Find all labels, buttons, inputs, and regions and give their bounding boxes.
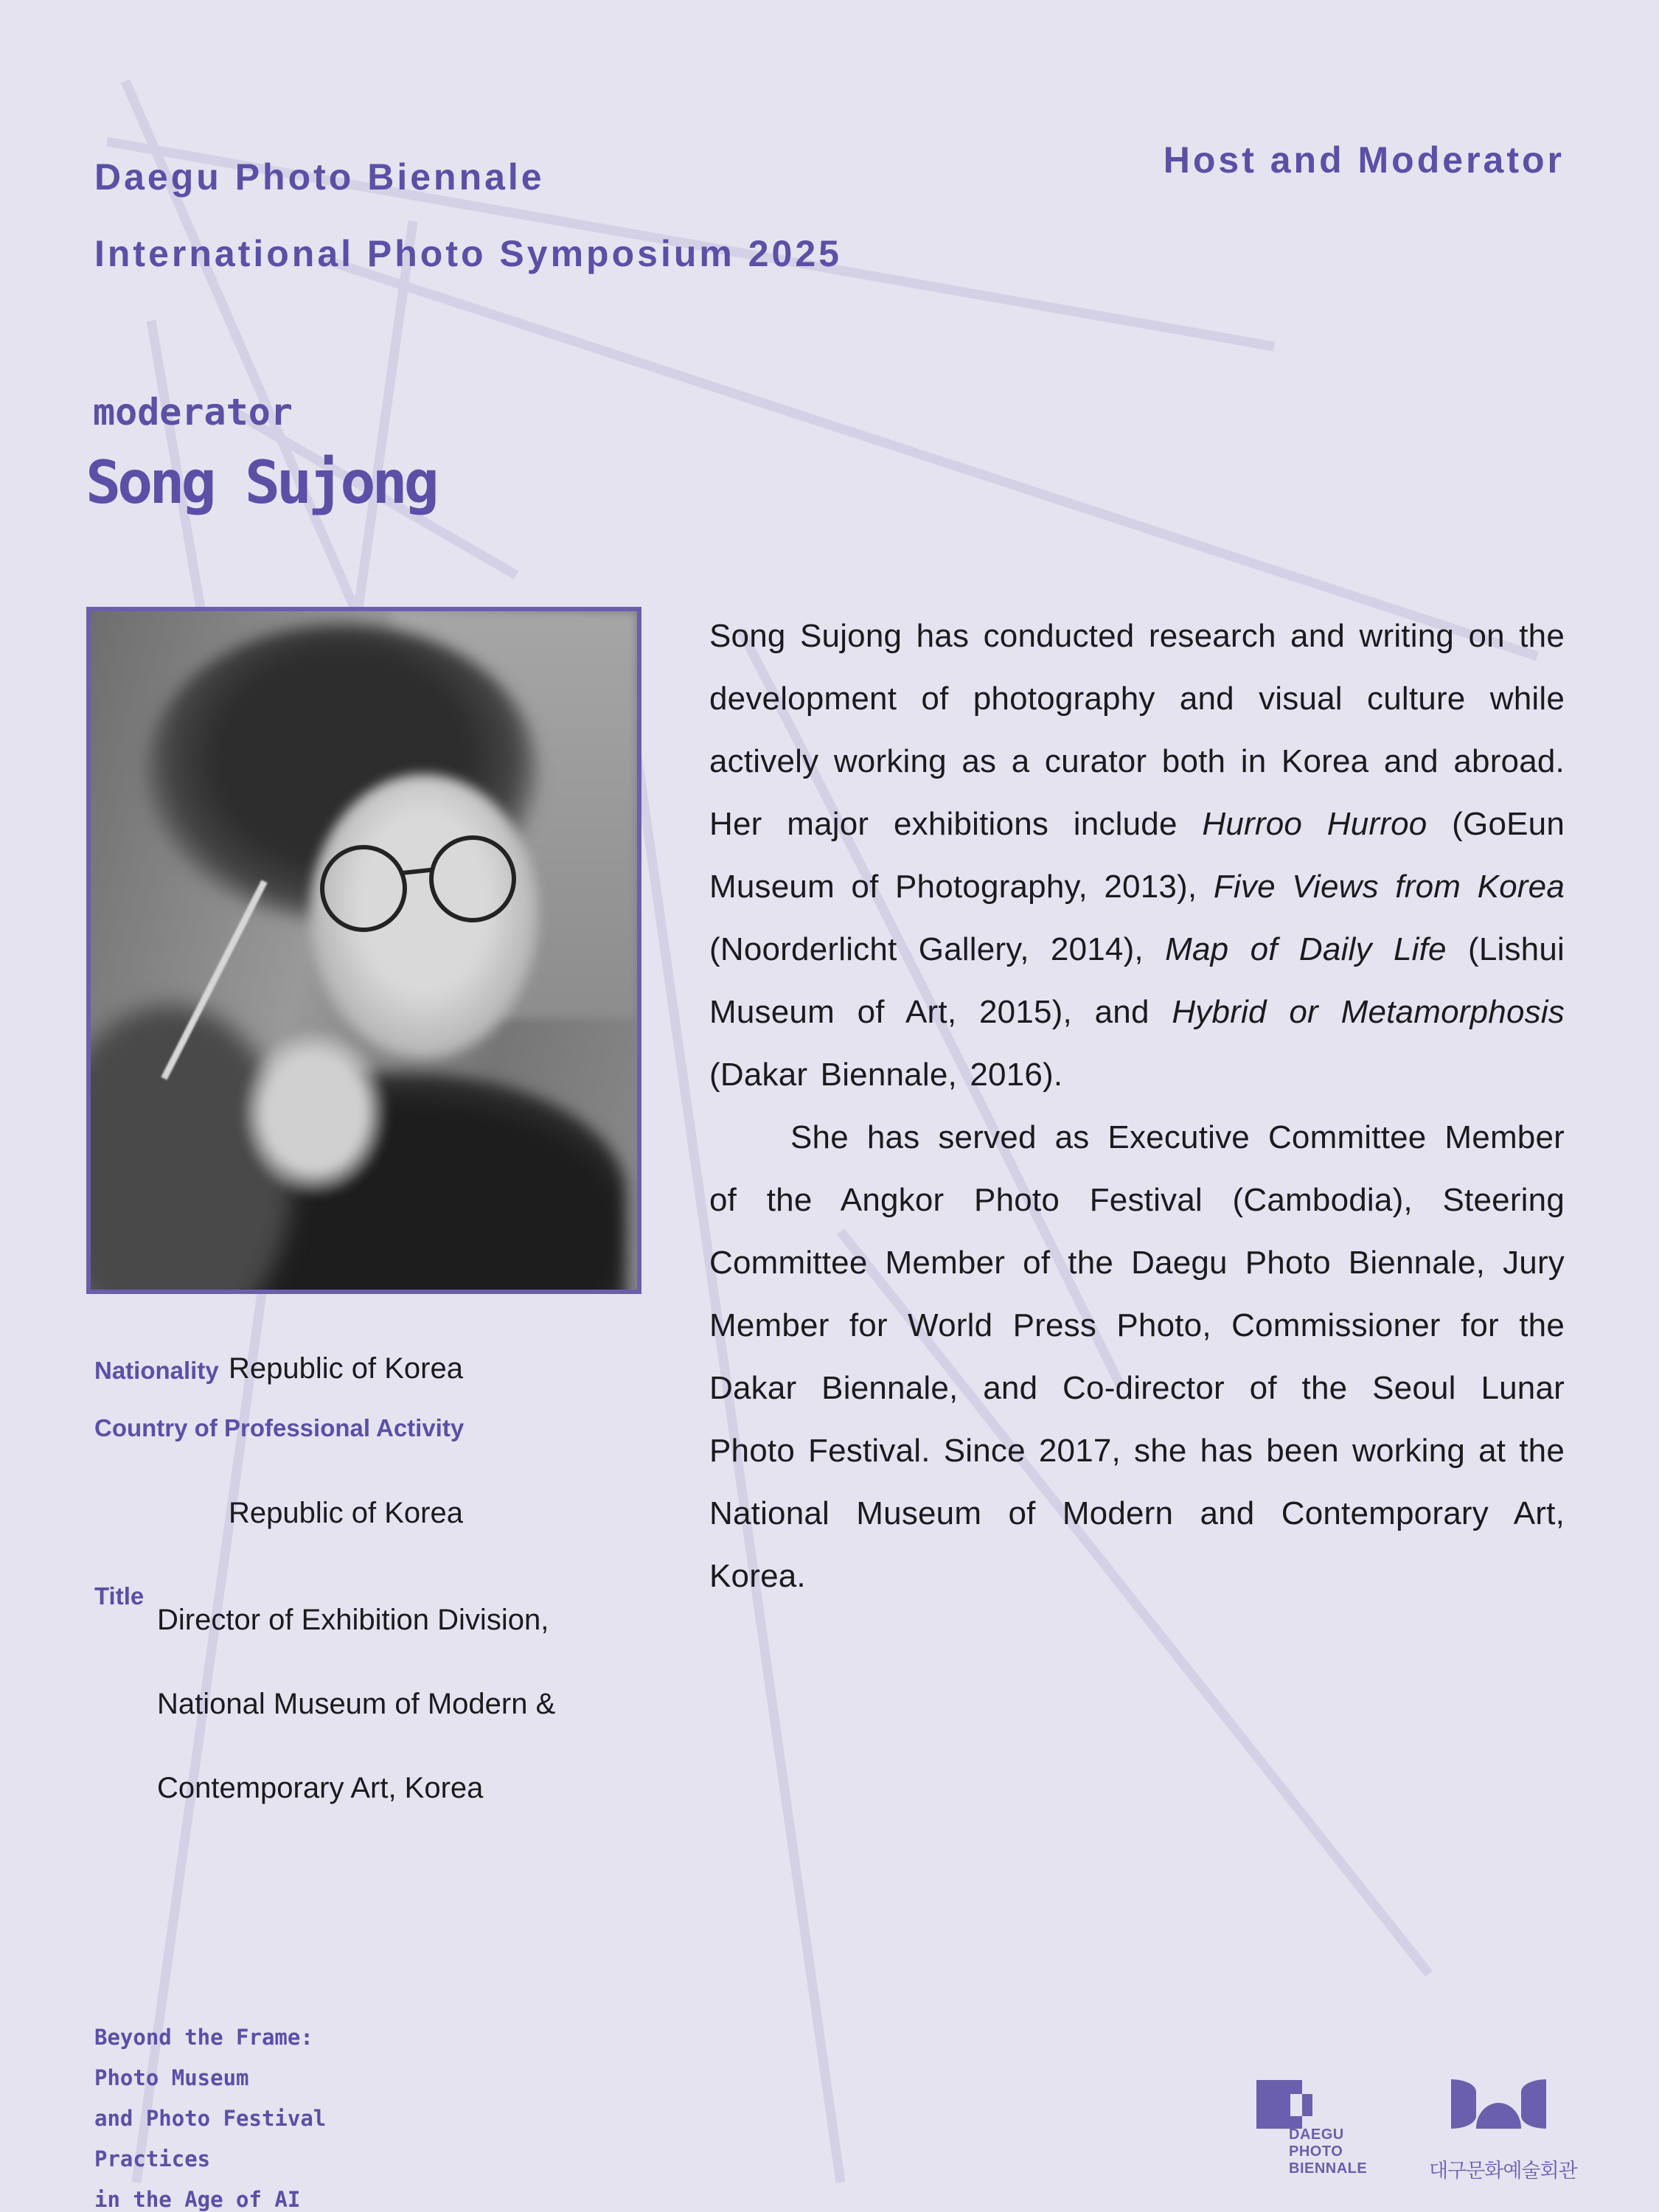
event-theme-line: Beyond the Frame:	[94, 2025, 313, 2050]
person-name: Song Sujong	[86, 448, 436, 517]
camera-logo-icon	[1256, 2080, 1312, 2129]
bio-text: Song Sujong has conducted research and writing on the development of photography and visual culture while actively working as a curator both in Korea and abroad. Her major exhibitions include Hurroo Hurroo (GoEun Museum of Photography, 2013), Five Views from Korea (Noorderlicht Gallery, 2014), Map of Daily Life (Lishui Museum of Art, 2015), and Hybrid or Metamorphosis (Dakar Biennale, 2016). She has served as Executive Committee Member of the Angkor Photo Festival (Cambodia), Steering Committee Member of the Daegu Photo Biennale, Jury Member for World Press Photo, Commissioner for the Dakar Biennale, and Co-director of the Seoul Lunar Photo Festival. Since 2017, she has been working at the National Museum of Modern and Contemporary Art, Korea.	[709, 618, 1565, 1594]
arts-center-logo-icon	[1451, 2079, 1546, 2129]
portrait-photo	[86, 607, 641, 1294]
event-theme	[94, 2017, 326, 2212]
event-title	[94, 139, 842, 292]
daegu-photo-biennale-logo	[1256, 2080, 1382, 2198]
event-theme-line: Photo Museum	[94, 2065, 249, 2090]
dome-shape	[1476, 2103, 1521, 2129]
title-value	[157, 1578, 555, 1830]
half-disc-left-shape	[1451, 2079, 1476, 2129]
title-value-line: Director of Exhibition Division,	[157, 1604, 549, 1636]
arts-center-korean-name: 대구문화예술회관	[1429, 2160, 1577, 2182]
event-theme-line: Practices	[94, 2146, 211, 2171]
country-of-professional-activity-value: Republic of Korea	[229, 1497, 463, 1529]
section-label-host-and-moderator: Host and Moderator	[1163, 139, 1565, 181]
daegu-photo-biennale-logo-text: DAEGU PHOTO BIENNALE	[1289, 2126, 1368, 2177]
event-theme-line: in the Age of AI	[94, 2187, 301, 2212]
event-title-line2: International Photo Symposium 2025	[94, 233, 842, 274]
diagonal-line	[324, 260, 1537, 656]
nationality-value: Republic of Korea	[229, 1352, 463, 1385]
portrait-photo-image	[91, 611, 637, 1290]
country-of-professional-activity-label: Country of Professional Activity	[94, 1414, 465, 1441]
photo-glasses-right-lens	[429, 835, 516, 922]
event-theme-line: and Photo Festival	[94, 2106, 327, 2131]
title-value-line: Contemporary Art, Korea	[157, 1772, 484, 1804]
photo-hand	[243, 1032, 386, 1194]
role-label: moderator	[93, 391, 293, 434]
title-label: Title	[94, 1582, 145, 1610]
daegu-arts-center-logo	[1429, 2079, 1599, 2190]
event-title-line1: Daegu Photo Biennale	[94, 156, 545, 198]
half-disc-right-shape	[1521, 2079, 1546, 2129]
photo-glasses-left-lens	[320, 845, 407, 932]
title-value-line: National Museum of Modern &	[157, 1688, 556, 1720]
nationality-label: Nationality	[94, 1357, 219, 1384]
